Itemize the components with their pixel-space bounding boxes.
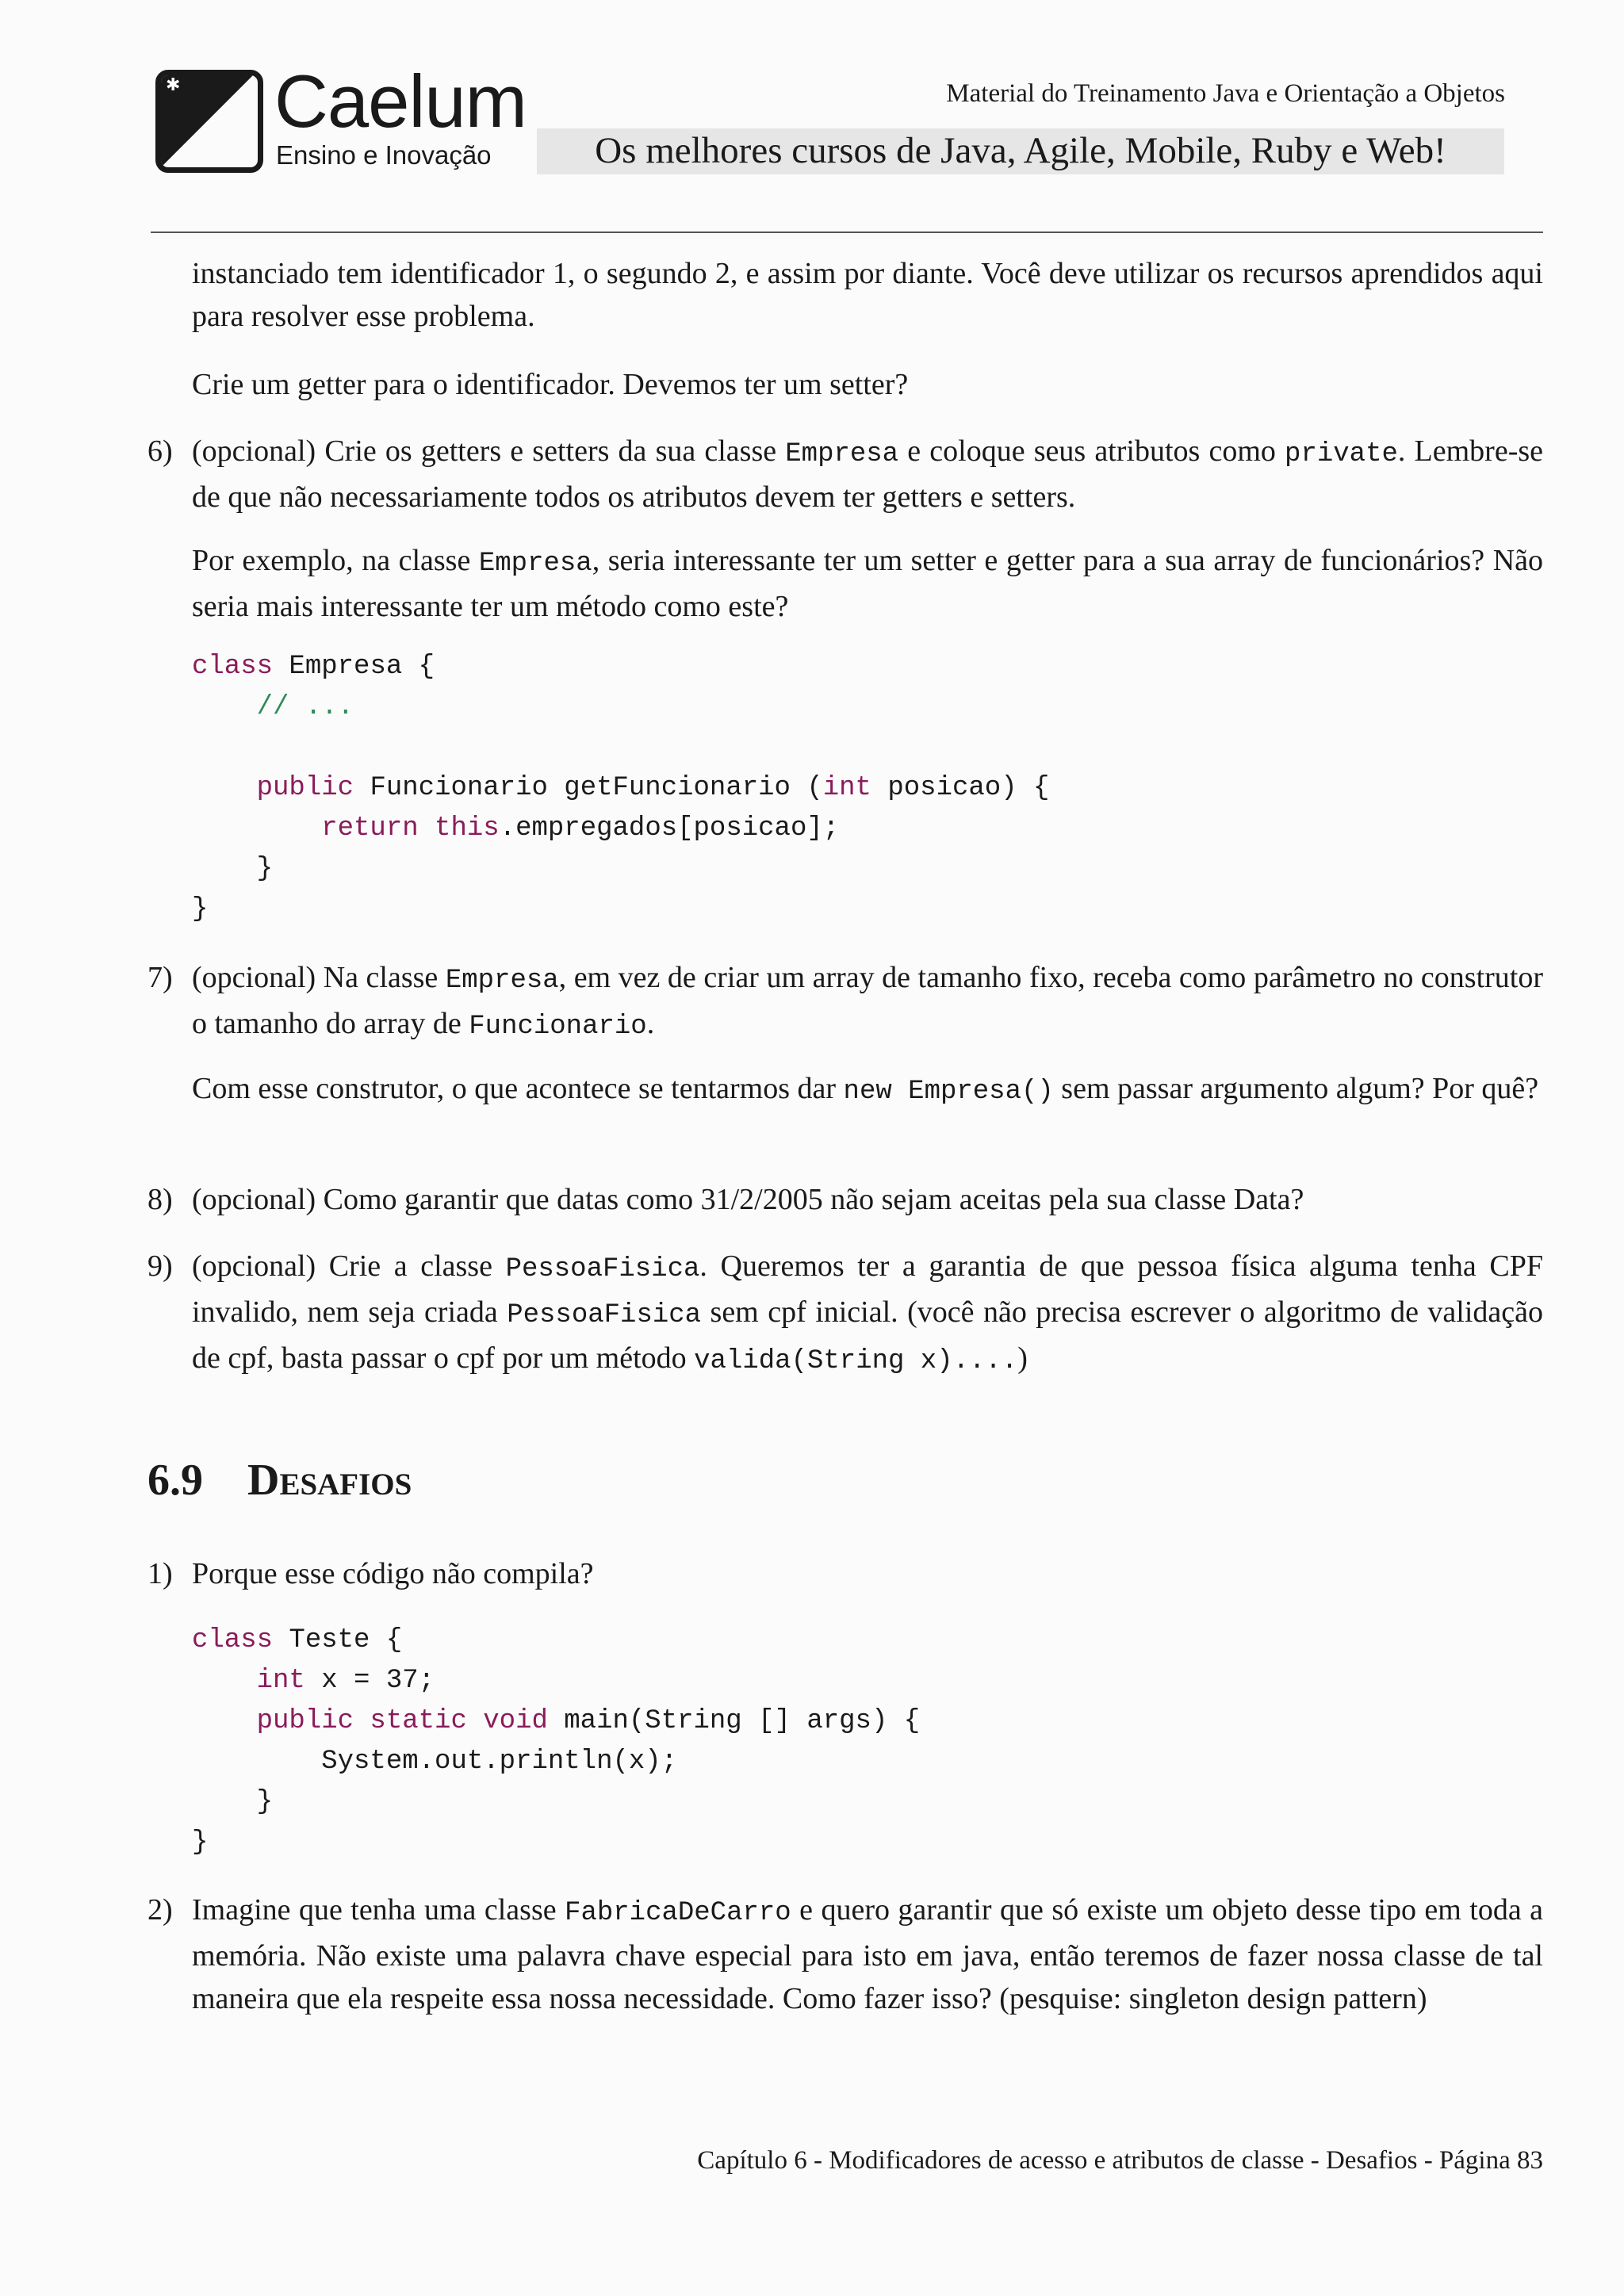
item-7-text: (opcional) Na classe Empresa, em vez de criar um array de tamanho fixo, receba como parâmetro no construtor o tamanho do array de Funcionario. — [192, 961, 1543, 1042]
item-6-text: (opcional) Crie os getters e setters da sua classe Empresa e coloque seus atributos como private. Lembre-se de que não necessariamente todos os atributos devem ter getters e setters. — [192, 434, 1543, 514]
item-number: 8) — [147, 1183, 173, 1216]
item-7-question: Com esse construtor, o que acontece se tentarmos dar new Empresa() sem passar argumento algum? Por quê? — [192, 1072, 1539, 1107]
section-title: Desafios — [247, 1456, 412, 1505]
section-heading — [147, 1452, 412, 1508]
header-rule — [151, 232, 1543, 233]
challenge-1-text: Porque esse código não compila? — [192, 1557, 594, 1590]
item-number: 9) — [147, 1249, 173, 1283]
material-title: Material do Treinamento Java e Orientação a Objetos — [946, 79, 1505, 108]
logo-wordmark: Caelum — [274, 59, 527, 143]
item-6-example: Por exemplo, na classe Empresa, seria interessante ter um setter e getter para a sua array de funcionários? Não seria mais interessante ter um método como este? — [192, 544, 1544, 623]
code-block-empresa: class Empresa { // ... public Funcionario getFuncionario (int posicao) { return this.empregados[posicao]; } } — [192, 652, 1050, 924]
intro-paragraph: instanciado tem identificador 1, o segundo 2, e assim por diante. Você deve utilizar os recursos aprendidos aqui para resolver esse problema. — [192, 257, 1543, 333]
item-8-text: (opcional) Como garantir que datas como 31/2/2005 não sejam aceitas pela sua classe Data? — [192, 1183, 1304, 1216]
item-number: 7) — [147, 961, 173, 994]
slogan: Os melhores cursos de Java, Agile, Mobile, Ruby e Web! — [595, 130, 1446, 171]
item-number: 1) — [147, 1557, 173, 1590]
logo-star-icon: ✱ — [166, 75, 181, 95]
page-footer: Capítulo 6 - Modificadores de acesso e atributos de classe - Desafios - Página 83 — [697, 2146, 1543, 2175]
item-number: 6) — [147, 434, 173, 468]
item-9-text: (opcional) Crie a classe PessoaFisica. Queremos ter a garantia de que pessoa física alguma tenha CPF invalido, nem seja criada PessoaFisica sem cpf inicial. (você não precisa escrever o algoritmo de validação de cpf, basta passar o cpf por um método valida(String x)....) — [192, 1249, 1543, 1376]
logo-tagline: Ensino e Inovação — [276, 140, 492, 170]
section-number: 6.9 — [147, 1456, 203, 1505]
code-block-teste: class Teste { int x = 37; public static void main(String [] args) { System.out.println(x); } } — [192, 1625, 921, 1858]
item-number: 2) — [147, 1893, 173, 1927]
intro-getter-question: Crie um getter para o identificador. Devemos ter um setter? — [192, 368, 909, 401]
caelum-logo-mark — [155, 70, 263, 173]
challenge-2-text: Imagine que tenha uma classe FabricaDeCarro e quero garantir que só existe um objeto desse tipo em toda a memória. Não existe uma palavra chave especial para isto em java, então teremos de fazer nossa classe de tal maneira que ela respeite essa nossa necessidade. Como fazer isso? (pesquise: singleton design pattern) — [192, 1893, 1543, 2015]
